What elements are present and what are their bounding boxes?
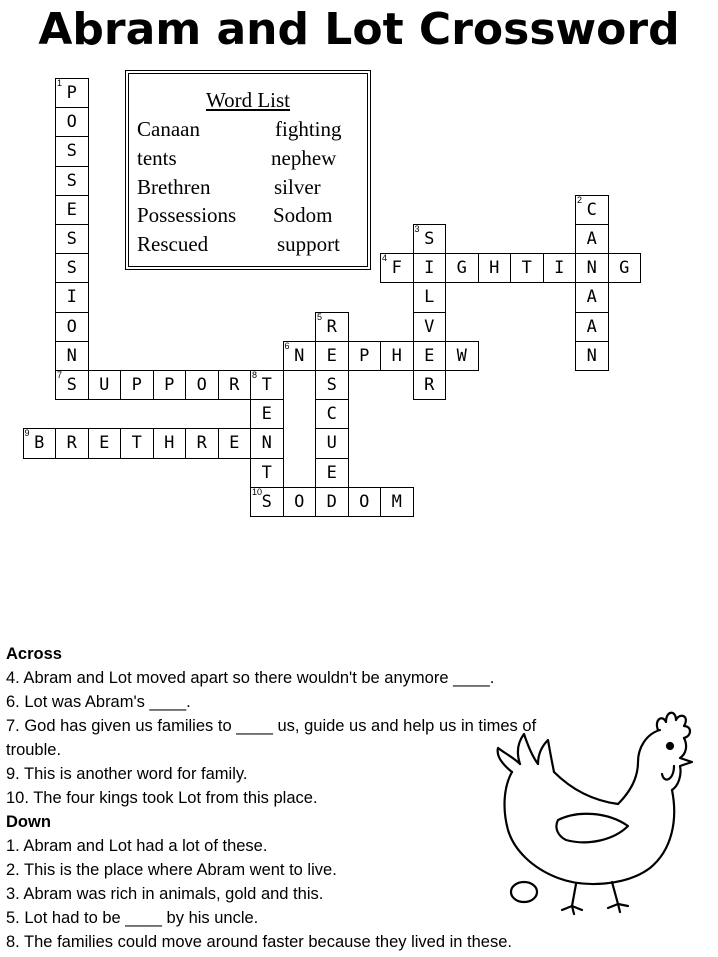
clue-number: 1: [57, 78, 63, 88]
grid-cell: [185, 428, 219, 458]
clue-number: 3: [414, 224, 420, 234]
grid-cell: [55, 428, 89, 458]
cell-letter: T: [261, 462, 272, 483]
cell-letter: A: [586, 316, 597, 337]
cell-letter: S: [424, 229, 435, 250]
cell-letter: E: [99, 433, 110, 454]
grid-cell: [315, 458, 349, 488]
grid-cell: [413, 282, 447, 312]
grid-cell: [55, 166, 89, 196]
grid-cell: [218, 370, 252, 400]
grid-cell: [315, 312, 349, 342]
word-list-item: fighting: [275, 117, 342, 141]
grid-cell: [55, 136, 89, 166]
cell-letter: L: [424, 287, 435, 308]
cell-letter: R: [66, 433, 77, 454]
grid-cell: [55, 282, 89, 312]
clue-number: 7: [57, 370, 63, 380]
clue-down-8: 8. The families could move around faster because they lived in these.: [6, 933, 512, 951]
grid-cell: [55, 107, 89, 137]
cell-letter: P: [164, 375, 175, 396]
grid-cell: [380, 341, 414, 371]
cell-letter: A: [586, 287, 597, 308]
cell-letter: S: [66, 170, 77, 191]
grid-cell: [315, 399, 349, 429]
cell-letter: R: [424, 375, 435, 396]
cell-letter: F: [391, 258, 402, 279]
cell-letter: E: [229, 433, 240, 454]
clue-down-2: 2. This is the place where Abram went to live.: [6, 861, 337, 879]
grid-cell: [380, 487, 414, 517]
clue-down-3: 3. Abram was rich in animals, gold and this.: [6, 885, 324, 903]
page-title: Abram and Lot Crossword: [38, 4, 680, 55]
word-list-box: [125, 70, 371, 270]
grid-cell: [575, 195, 609, 225]
cell-letter: S: [66, 375, 77, 396]
cell-letter: S: [66, 258, 77, 279]
grid-cell: [608, 253, 642, 283]
cell-letter: V: [424, 316, 435, 337]
grid-cell: [543, 253, 577, 283]
grid-cell: [575, 341, 609, 371]
grid-cell: [55, 253, 89, 283]
word-list-item: support: [277, 232, 340, 256]
grid-cell: [478, 253, 512, 283]
clue-down-1: 1. Abram and Lot had a lot of these.: [6, 837, 268, 855]
cell-letter: N: [586, 258, 597, 279]
word-list-item: tents: [137, 146, 177, 170]
grid-cell: [55, 370, 89, 400]
grid-cell: [120, 428, 154, 458]
grid-cell: [283, 487, 317, 517]
clue-number: 5: [317, 311, 323, 322]
grid-cell: [510, 253, 544, 283]
grid-cell: [413, 253, 447, 283]
grid-cell: [575, 282, 609, 312]
cell-letter: E: [424, 345, 435, 366]
grid-cell: [575, 253, 609, 283]
cell-letter: I: [66, 287, 77, 308]
grid-cell: [413, 341, 447, 371]
cell-letter: T: [521, 258, 532, 279]
word-list-item: nephew: [271, 146, 337, 170]
word-list-item: Canaan: [137, 117, 200, 141]
cell-letter: U: [99, 375, 110, 396]
cell-letter: S: [66, 229, 77, 250]
down-heading: Down: [6, 813, 51, 831]
clue-across-4: 4. Abram and Lot moved apart so there wouldn't be anymore ____.: [6, 669, 495, 687]
grid-cell: [153, 428, 187, 458]
cell-letter: C: [586, 199, 597, 220]
grid-cell: [55, 78, 89, 108]
clue-number: 9: [24, 428, 30, 439]
word-list-item: silver: [274, 175, 321, 199]
grid-cell: [380, 253, 414, 283]
cell-letter: U: [326, 433, 337, 454]
clue-across-7-continued: trouble.: [6, 741, 62, 759]
grid-cell: [348, 341, 382, 371]
grid-cell: [413, 370, 447, 400]
grid-cell: [55, 224, 89, 254]
grid-cell: [575, 312, 609, 342]
cell-letter: O: [359, 491, 370, 512]
grid-cell: [88, 370, 122, 400]
word-list-item: Brethren: [137, 175, 211, 199]
grid-cell: [413, 312, 447, 342]
clue-across-6: 6. Lot was Abram's ____.: [6, 693, 191, 711]
clue-number: 6: [284, 340, 290, 351]
cell-letter: D: [326, 491, 337, 512]
clue-across-9: 9. This is another word for family.: [6, 765, 248, 783]
grid-cell: [55, 312, 89, 342]
cell-letter: E: [326, 345, 337, 366]
word-list-item: Sodom: [273, 203, 333, 227]
cell-letter: P: [66, 83, 77, 104]
cell-letter: P: [131, 375, 142, 396]
grid-cell: [445, 341, 479, 371]
cell-letter: S: [66, 141, 77, 162]
cell-letter: O: [66, 316, 77, 337]
cell-letter: I: [554, 258, 565, 279]
clue-down-5: 5. Lot had to be ____ by his uncle.: [6, 909, 259, 927]
cell-letter: R: [229, 375, 240, 396]
grid-cell: [120, 370, 154, 400]
clue-across-10: 10. The four kings took Lot from this place.: [6, 789, 318, 807]
grid-cell: [413, 224, 447, 254]
cell-letter: N: [586, 345, 597, 366]
clue-number: 8: [252, 370, 258, 380]
cell-letter: I: [424, 258, 435, 279]
across-heading: Across: [6, 645, 62, 663]
grid-cell: [315, 428, 349, 458]
grid-cell: [315, 370, 349, 400]
grid-cell: [250, 487, 284, 517]
cell-letter: E: [326, 462, 337, 483]
cell-letter: S: [261, 491, 272, 512]
hen-icon: [488, 700, 698, 920]
cell-letter: T: [261, 375, 272, 396]
cell-letter: G: [456, 258, 467, 279]
grid-cell: [185, 370, 219, 400]
cell-letter: H: [391, 345, 402, 366]
grid-cell: [55, 341, 89, 371]
grid-cell: [315, 341, 349, 371]
word-list-item: Possessions: [137, 203, 237, 227]
grid-cell: [218, 428, 252, 458]
cell-letter: R: [326, 316, 337, 337]
grid-cell: [250, 428, 284, 458]
cell-letter: T: [131, 433, 142, 454]
cell-letter: P: [359, 345, 370, 366]
grid-cell: [250, 458, 284, 488]
cell-letter: E: [66, 199, 77, 220]
word-list-item: Rescued: [137, 232, 209, 256]
grid-cell: [250, 399, 284, 429]
cell-letter: H: [164, 433, 175, 454]
cell-letter: M: [391, 491, 402, 512]
cell-letter: G: [619, 258, 630, 279]
word-list-heading: Word List: [205, 88, 291, 112]
cell-letter: N: [294, 345, 305, 366]
cell-letter: B: [34, 433, 45, 454]
clue-number: 4: [382, 253, 388, 264]
grid-cell: [348, 487, 382, 517]
cell-letter: O: [294, 491, 305, 512]
cell-letter: A: [586, 229, 597, 250]
cell-letter: O: [66, 112, 77, 133]
grid-cell: [88, 428, 122, 458]
cell-letter: N: [261, 433, 272, 454]
cell-letter: R: [196, 433, 207, 454]
cell-letter: S: [326, 375, 337, 396]
clue-across-7: 7. God has given us families to ____ us, guide us and help us in times of: [6, 717, 537, 735]
grid-cell: [153, 370, 187, 400]
cell-letter: W: [456, 345, 467, 366]
grid-cell: [445, 253, 479, 283]
grid-cell: [55, 195, 89, 225]
grid-cell: [23, 428, 57, 458]
cell-letter: C: [326, 404, 337, 425]
clue-number: 2: [577, 194, 583, 205]
clue-number: 10: [252, 486, 263, 497]
grid-cell: [250, 370, 284, 400]
grid-cell: [575, 224, 609, 254]
grid-cell: [315, 487, 349, 517]
grid-cell: [283, 341, 317, 371]
cell-letter: E: [261, 404, 272, 425]
cell-letter: O: [196, 375, 207, 396]
cell-letter: N: [66, 345, 77, 366]
cell-letter: H: [489, 258, 500, 279]
